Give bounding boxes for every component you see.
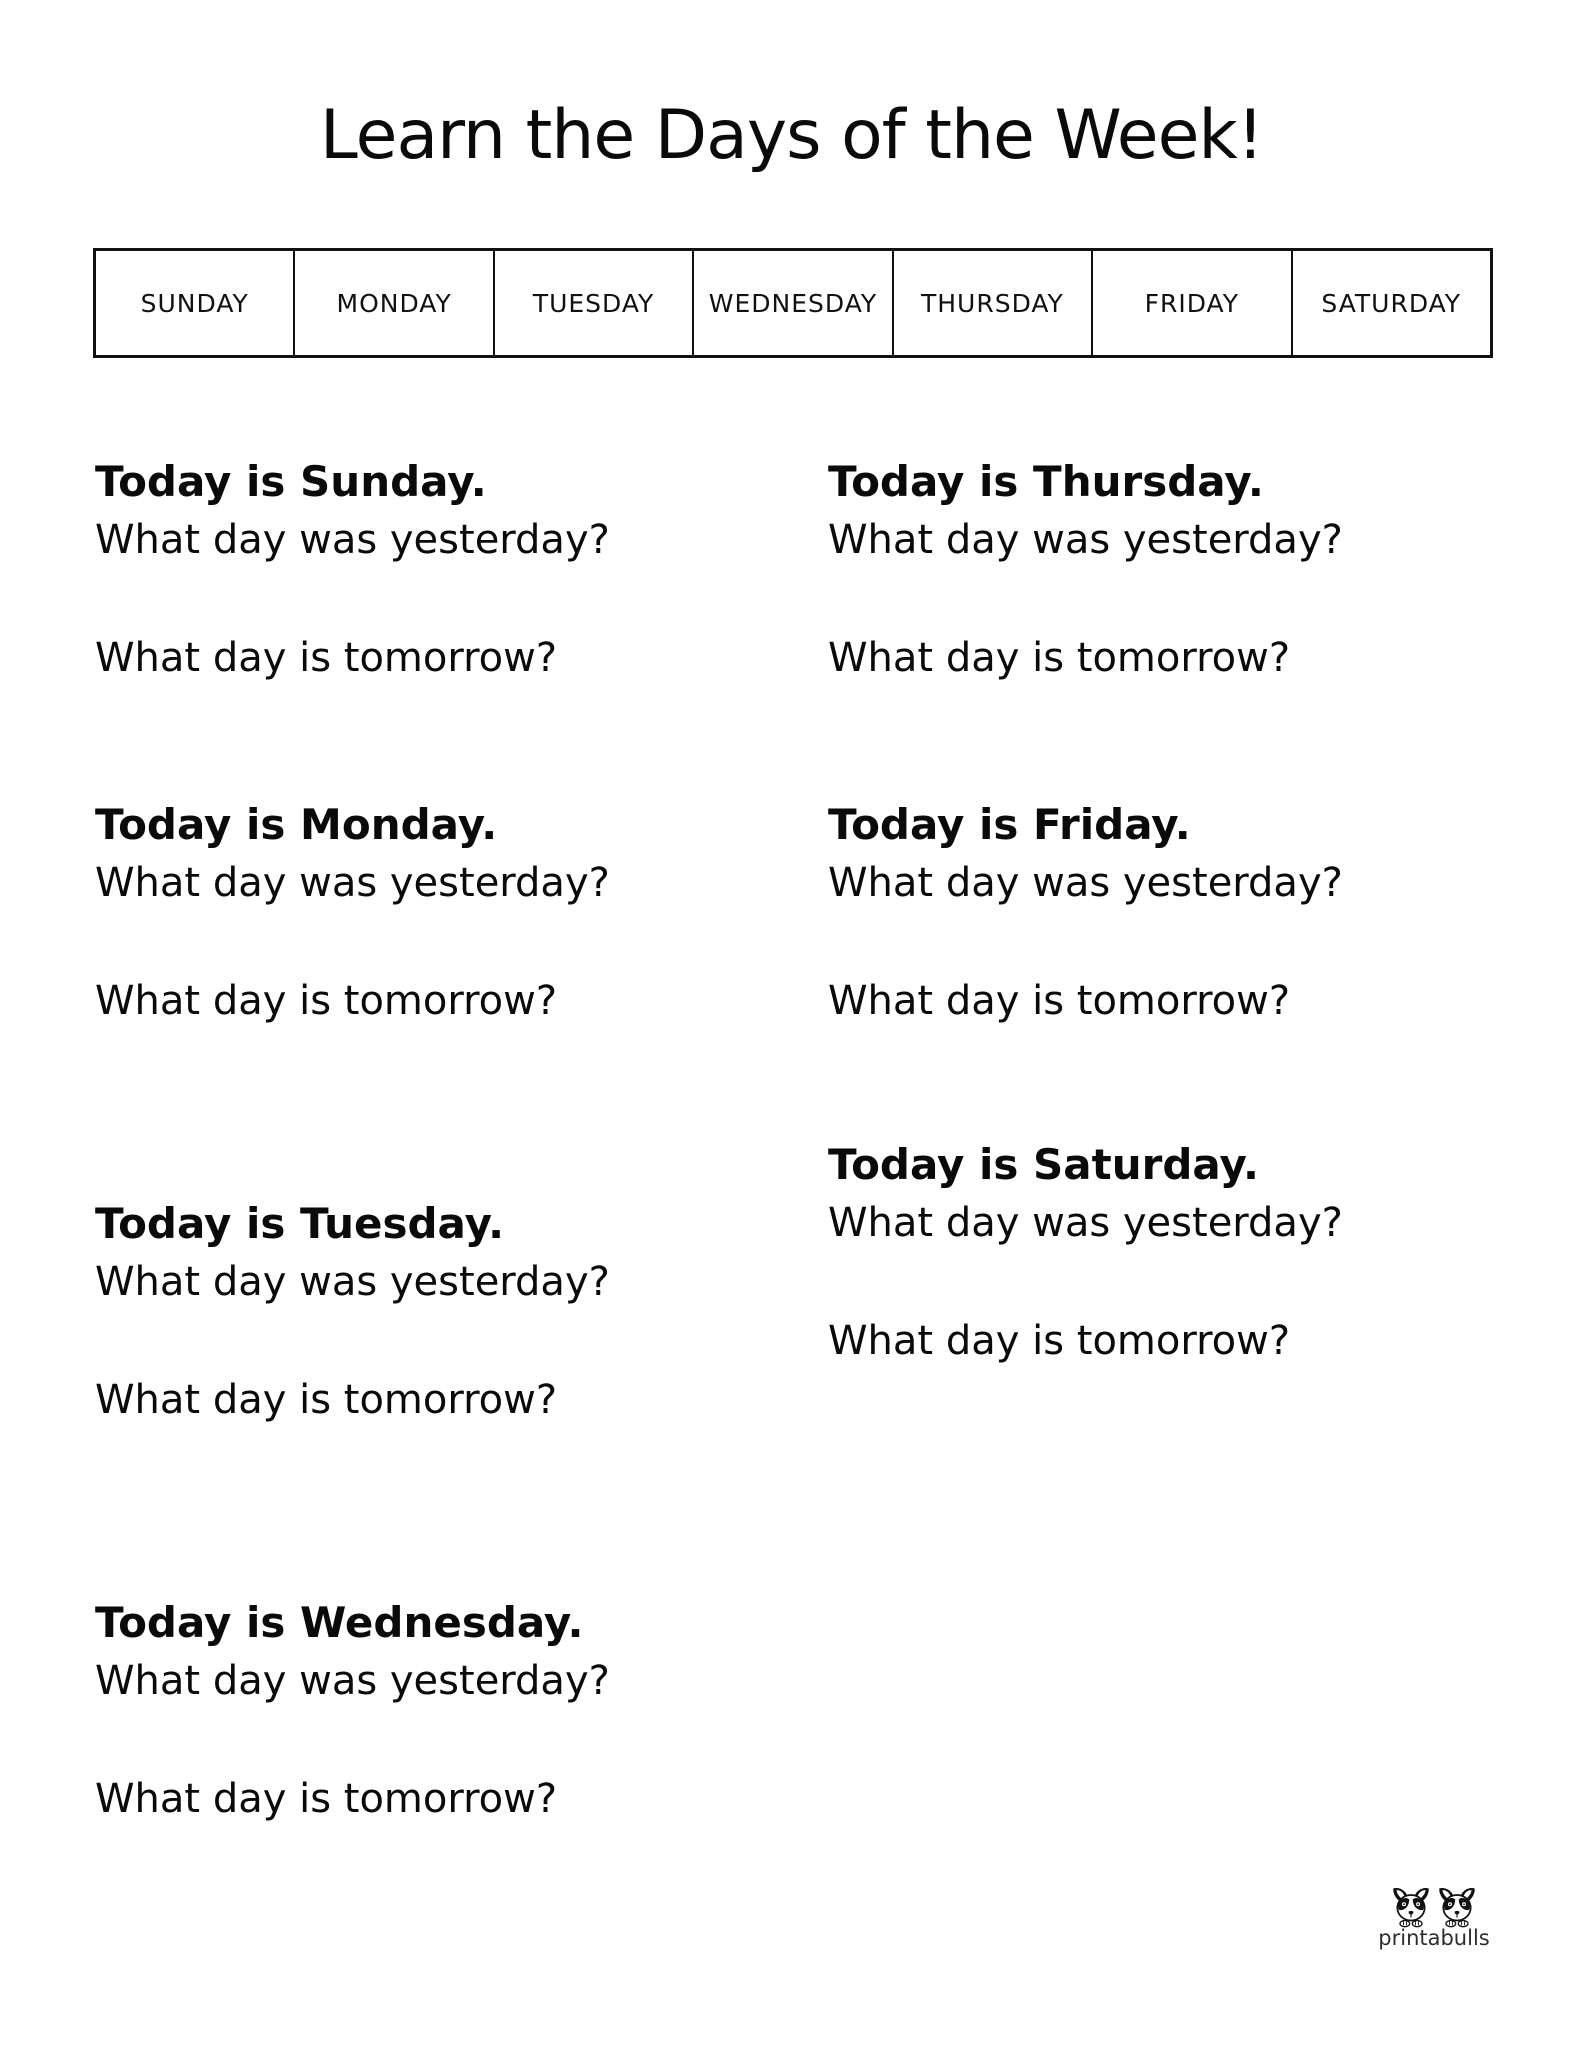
day-cell-saturday: SATURDAY [1291,251,1490,355]
today-statement: Today is Wednesday. [95,1598,584,1647]
answer-space [95,1711,610,1770]
yesterday-question: What day was yesterday? [95,1658,610,1704]
days-of-week-table [93,248,1493,358]
exercise-wednesday [95,1593,610,1829]
tomorrow-question: What day is tomorrow? [95,978,558,1024]
exercise-thursday [828,452,1343,688]
today-statement: Today is Saturday. [828,1140,1259,1189]
yesterday-question: What day was yesterday? [828,517,1343,563]
day-cell-thursday: THURSDAY [892,251,1091,355]
today-statement: Today is Friday. [828,800,1191,849]
tomorrow-question: What day is tomorrow? [828,635,1291,681]
exercise-saturday [828,1135,1343,1371]
exercise-monday [95,795,610,1031]
answer-space [95,913,610,972]
tomorrow-question: What day is tomorrow? [95,635,558,681]
exercise-friday [828,795,1343,1031]
day-cell-friday: FRIDAY [1091,251,1290,355]
answer-space [95,570,610,629]
today-statement: Today is Tuesday. [95,1199,505,1248]
exercise-tuesday [95,1194,610,1430]
today-statement: Today is Monday. [95,800,498,849]
yesterday-question: What day was yesterday? [95,517,610,563]
tomorrow-question: What day is tomorrow? [95,1377,558,1423]
day-cell-monday: MONDAY [293,251,492,355]
tomorrow-question: What day is tomorrow? [95,1776,558,1822]
answer-space [828,913,1343,972]
yesterday-question: What day was yesterday? [95,860,610,906]
yesterday-question: What day was yesterday? [95,1259,610,1305]
french-bulldog-icon [1389,1884,1433,1928]
answer-space [828,1253,1343,1312]
answer-space [828,570,1343,629]
yesterday-question: What day was yesterday? [828,1200,1343,1246]
today-statement: Today is Thursday. [828,457,1264,506]
yesterday-question: What day was yesterday? [828,860,1343,906]
printabulls-logo [1368,1884,1500,1950]
tomorrow-question: What day is tomorrow? [828,978,1291,1024]
page-title: Learn the Days of the Week! [319,96,1264,175]
today-statement: Today is Sunday. [95,457,487,506]
french-bulldog-icon [1435,1884,1479,1928]
day-cell-sunday: SUNDAY [140,288,249,318]
logo-text: printabulls [1378,1926,1490,1950]
exercise-sunday [95,452,610,688]
tomorrow-question: What day is tomorrow? [828,1318,1291,1364]
day-cell-tuesday: TUESDAY [493,251,692,355]
bulldog-icons [1368,1884,1500,1928]
answer-space [95,1312,610,1371]
day-cell-wednesday: WEDNESDAY [692,251,891,355]
